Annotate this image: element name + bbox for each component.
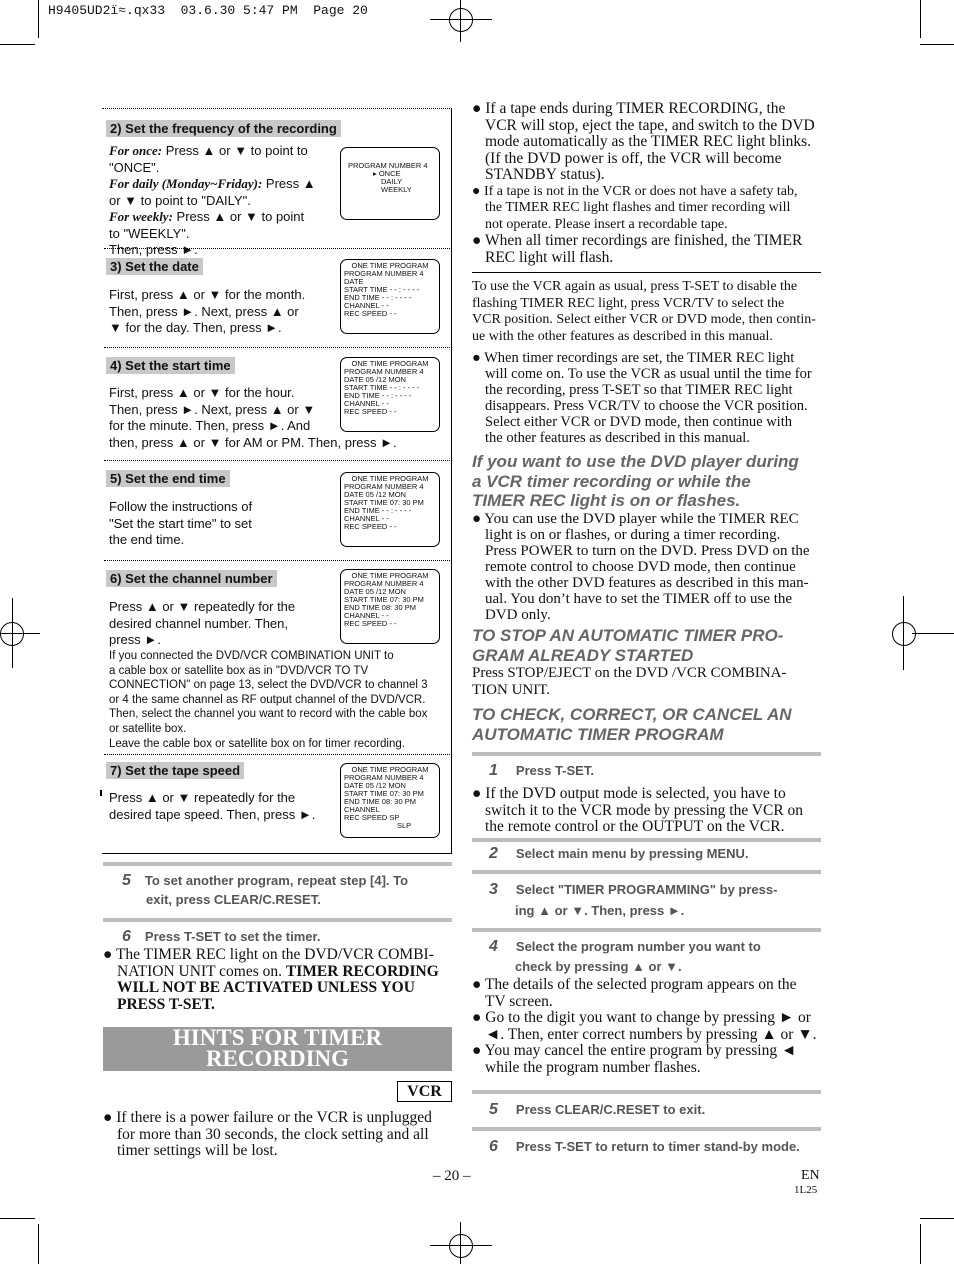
step-heading: 4) Set the start time <box>106 357 235 374</box>
step-text: First, press ▲ or ▼ for the hour. Then, press ►. Next, press ▲ or ▼ for the minute. Then, press ►. And then, press ▲ or ▼ for AM or PM. Then, press ►. <box>109 385 397 450</box>
page-number: – 20 – <box>433 1168 471 1184</box>
tv-screen-display: ONE TIME PROGRAM PROGRAM NUMBER 4 DATE 05 /12 MON START TIME - - : - - - - END TIME - - : - - - - CHANNEL - - REC SPEED - - <box>340 357 440 432</box>
tape-end-bullets: ● If a tape ends during TIMER RECORDING, the VCR will stop, eject the tape, and switch to the DVD mode automatically as the TIMER REC light blinks. (If the DVD power is off, the VCR will become STANDBY status). ● If a tape is not in the VCR or does not have a safety tab, the TIMER REC light flashes and timer recording will not operate. Please insert a recordable tape. ● When all timer recordings are finished, the TIMER REC light will flash. <box>472 100 815 266</box>
divider <box>472 272 821 273</box>
crop-line <box>912 633 954 634</box>
divider <box>104 347 450 348</box>
step-text: First, press ▲ or ▼ for the month. Then, press ►. Next, press ▲ or ▼ for the day. Then, press ►. <box>109 287 306 335</box>
crop-line <box>920 1218 954 1219</box>
step-bar <box>472 838 821 842</box>
doc-code: 1L25 <box>794 1184 818 1196</box>
tv-screen-display: PROGRAM NUMBER 4 ▸ ONCE DAILY WEEKLY <box>340 147 440 220</box>
crop-line <box>430 1245 492 1246</box>
step-heading: 7) Set the tape speed <box>106 762 244 779</box>
dvd-during-timer-heading: If you want to use the DVD player during a VCR timer recording or while the TIMER REC light is on or flashes. <box>472 452 799 510</box>
power-failure-bullet: ● If there is a power failure or the VCR is unplugged for more than 30 seconds, the clock setting and all timer settings will be lost. <box>103 1109 432 1159</box>
tv-screen-display: ONE TIME PROGRAM PROGRAM NUMBER 4 DATE 05 /12 MON START TIME 07: 30 PM END TIME 08: 30 PM CHANNEL REC SPEED SP SLP <box>340 763 440 838</box>
crop-line <box>0 633 40 634</box>
vcr-badge: VCR <box>397 1081 452 1102</box>
cable-box-note: If you connected the DVD/VCR COMBINATION UNIT to a cable box or satellite box as in "DVD/VCR TO TV CONNECTION" on page 13, select the DVD/VCR to channel 3 or 4 the same channel as RF output channel of the DVD/VCR. Then, select the channel you want to record with the cable box or satellite box. Leave the cable box or satellite box on for timer recording. <box>109 650 428 750</box>
vcr-again-paragraph: To use the VCR again as usual, press T-SET to disable the flashing TIMER REC light, press VCR/TV to select the VCR position. Select either VCR or DVD mode, then contin- ue with the other features as described in this manual. <box>472 279 816 344</box>
language-label: EN <box>801 1168 820 1183</box>
check-step-6: 6 Press T-SET to return to timer stand-by mode. <box>489 1138 800 1155</box>
crop-line <box>430 19 492 20</box>
step-text: For once: Press ▲ or ▼ to point to "ONCE". For daily (Monday~Friday): Press ▲ or ▼ to point to "DAILY". For weekly: Press ▲ or ▼ to point to "WEEKLY". Then, press ►. <box>109 143 316 257</box>
crop-line <box>38 1224 39 1264</box>
registration-mark-icon <box>449 1234 473 1258</box>
check-step-4: 4 Select the program number you want to check by pressing ▲ or ▼. <box>489 938 761 974</box>
crop-line <box>38 0 39 38</box>
step-bar <box>472 1090 821 1094</box>
crop-line <box>920 44 954 45</box>
stop-timer-heading: TO STOP AN AUTOMATIC TIMER PRO- GRAM ALREADY STARTED <box>472 626 784 665</box>
arrow-down-icon <box>100 790 102 796</box>
check-step-5: 5 Press CLEAR/C.RESET to exit. <box>489 1101 706 1118</box>
divider <box>104 460 450 461</box>
divider <box>104 754 450 755</box>
print-header: H9405UD2ï≈.qx33 03.6.30 5:47 PM Page 20 <box>48 3 368 18</box>
crop-line <box>460 1222 461 1264</box>
crop-line <box>0 1218 35 1219</box>
registration-mark-icon <box>892 622 916 646</box>
step-bar <box>103 918 452 922</box>
crop-line <box>0 44 35 45</box>
crop-line <box>12 598 13 668</box>
check-step-1: 1 Press T-SET. <box>489 762 594 779</box>
step-heading: 5) Set the end time <box>106 470 230 487</box>
timer-set-bullet: ● When timer recordings are set, the TIMER REC light will come on. To use the VCR as usual until the time for the recording, press T-SET so that TIMER REC light disappears. Press VCR/TV to choose the VCR position. Select either VCR or DVD mode, then continue with the other features as described in this manual. <box>472 350 812 446</box>
step-text: Follow the instructions of "Set the start time" to set the end time. <box>109 499 253 547</box>
check-timer-heading: TO CHECK, CORRECT, OR CANCEL AN AUTOMATIC TIMER PROGRAM <box>472 705 792 744</box>
stop-timer-text: Press STOP/EJECT on the DVD /VCR COMBINA- TION UNIT. <box>472 665 787 698</box>
step-bar <box>472 870 821 874</box>
step-heading: 3) Set the date <box>106 258 203 275</box>
step-text: Press ▲ or ▼ repeatedly for the desired channel number. Then, press ►. <box>109 599 296 647</box>
check-step-2: 2 Select main menu by pressing MENU. <box>489 845 749 862</box>
crop-line <box>460 0 461 42</box>
tv-screen-display: ONE TIME PROGRAM PROGRAM NUMBER 4 DATE START TIME - - : - - - - END TIME - - : - - - - CHANNEL - - REC SPEED - - <box>340 259 440 334</box>
hints-section-title: HINTS FOR TIMER RECORDING <box>103 1027 452 1071</box>
registration-mark-icon <box>449 8 473 32</box>
program-detail-bullets: ● The details of the selected program appears on the TV screen. ● Go to the digit you want to change by pressing ► or ◄. Then, enter correct numbers by pressing ▲ or ▼. ● You may cancel the entire program by pressing ◄ while the program number flashes. <box>472 976 817 1076</box>
step-5: 5 To set another program, repeat step [4]. To exit, press CLEAR/C.RESET. <box>122 872 409 907</box>
crop-line <box>920 0 921 38</box>
step-bar <box>472 1127 821 1131</box>
crop-line <box>920 1224 921 1264</box>
step-heading: 2) Set the frequency of the recording <box>106 120 341 137</box>
divider <box>104 560 450 561</box>
dvd-use-bullet: ● You can use the DVD player while the TIMER REC light is on or flashes, or during a timer recording. Press POWER to turn on the DVD. Press DVD on the remote control to choose DVD mode, then continue with the other DVD features as described in this man- ual. You don’t have to set the TIMER off to use the DVD only. <box>472 511 810 623</box>
divider <box>104 248 450 249</box>
step-6: 6 Press T-SET to set the timer. <box>122 928 321 945</box>
timer-rec-bullet: ● The TIMER REC light on the DVD/VCR COMBI- NATION UNIT comes on. TIMER RECORDING WILL NOT BE ACTIVATED UNLESS YOU PRESS T-SET. <box>103 946 439 1013</box>
output-mode-bullet: ● If the DVD output mode is selected, you have to switch it to the VCR mode by pressing the VCR on the remote control or the OUTPUT on the VCR. <box>472 785 804 835</box>
step-text: Press ▲ or ▼ repeatedly for the desired tape speed. Then, press ►. <box>109 790 316 822</box>
step-bar <box>472 928 821 932</box>
crop-line <box>903 596 904 670</box>
step-bar <box>103 862 452 866</box>
step-heading: 6) Set the channel number <box>106 570 277 587</box>
tv-screen-display: ONE TIME PROGRAM PROGRAM NUMBER 4 DATE 05 /12 MON START TIME 07: 30 PM END TIME 08: 30 PM CHANNEL - - REC SPEED - - <box>340 569 440 644</box>
tv-screen-display: ONE TIME PROGRAM PROGRAM NUMBER 4 DATE 05 /12 MON START TIME 07: 30 PM END TIME - - : - - - - CHANNEL - - REC SPEED - - <box>340 472 440 547</box>
step-bar <box>472 752 821 756</box>
check-step-3: 3 Select "TIMER PROGRAMMING" by press- ing ▲ or ▼. Then, press ►. <box>489 881 778 918</box>
